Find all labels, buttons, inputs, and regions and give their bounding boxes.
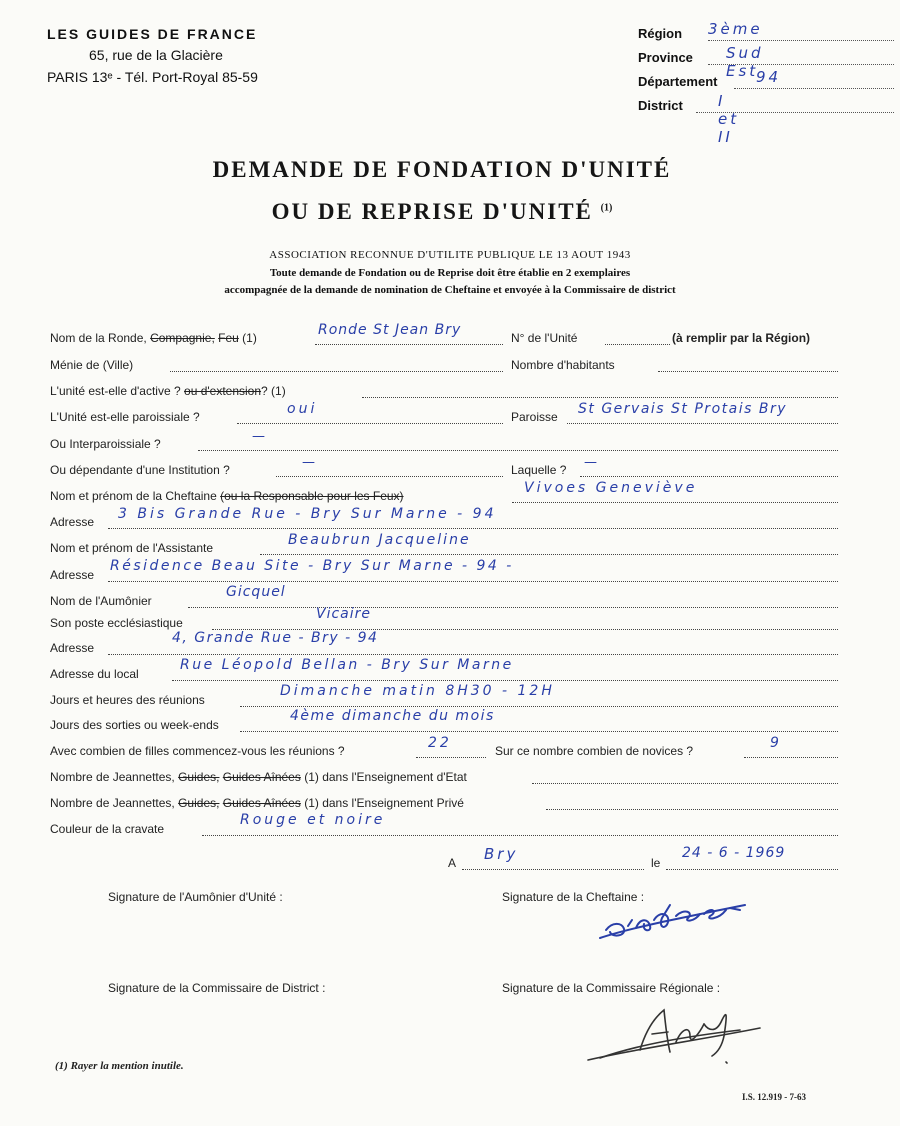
etat-label-guides: Guides, [178, 770, 220, 784]
cheftaine-label-feux: (ou la Responsable pour les Feux) [220, 489, 404, 503]
footnote: (1) Rayer la mention inutile. [55, 1060, 184, 1072]
aumonier-line [188, 607, 838, 608]
adresse-assistante-label: Adresse [50, 568, 95, 582]
menie-label: Ménie de (Ville) [50, 358, 134, 372]
active-label-note: ? (1) [261, 384, 286, 398]
novices-field[interactable]: 9 [770, 735, 782, 751]
departement-label: Département [638, 74, 718, 89]
menie-field[interactable] [170, 371, 503, 372]
paroisse-line [567, 423, 838, 424]
adresse-aumonier-line [108, 654, 838, 655]
district-label: District [638, 98, 683, 113]
sorties-label: Jours des sorties ou week-ends [50, 718, 219, 732]
form-reference: I.S. 12.919 - 7-63 [742, 1092, 807, 1102]
org-address-city: PARIS 13ᵉ - Tél. Port-Royal 85-59 [47, 69, 258, 85]
local-line [172, 680, 838, 681]
departement-line [734, 88, 894, 89]
cheftaine-label-a: Nom et prénom de la Cheftaine [50, 489, 217, 503]
jours-line [240, 706, 838, 707]
lieu-label: A [448, 856, 457, 870]
district-value[interactable]: I et II [718, 92, 740, 146]
lieu-line [462, 869, 644, 870]
adresse-aumonier-label: Adresse [50, 641, 95, 655]
prive-label [50, 796, 464, 810]
instructions-line-2: accompagnée de la demande de nomination de Cheftaine et envoyée à la Commissaire de district [224, 284, 676, 296]
jours-label: Jours et heures des réunions [50, 693, 205, 707]
filles-field[interactable]: 22 [428, 735, 452, 751]
cravate-field[interactable]: Rouge et noire [240, 812, 386, 828]
interparoissiale-field[interactable]: — [252, 429, 268, 444]
signature-regionale-mark [588, 1010, 760, 1063]
nom-ronde-label-note: (1) [242, 331, 257, 345]
poste-label: Son poste ecclésiastique [50, 616, 183, 630]
novices-label: Sur ce nombre combien de novices ? [495, 744, 694, 758]
cheftaine-label [50, 489, 404, 503]
laquelle-line [580, 476, 838, 477]
title-line-2 [0, 199, 892, 225]
signature-district-label: Signature de la Commissaire de District : [108, 981, 326, 995]
signature-regionale-label: Signature de la Commissaire Régionale : [502, 981, 721, 995]
assistante-field[interactable]: Beaubrun Jacqueline [288, 532, 471, 548]
adresse-cheftaine-field[interactable]: 3 Bis Grande Rue - Bry Sur Marne - 94 [118, 506, 497, 522]
association-line: ASSOCIATION RECONNUE D'UTILITE PUBLIQUE LE 13 AOUT 1943 [269, 249, 631, 261]
sorties-line [240, 731, 838, 732]
prive-label-guides: Guides, [178, 796, 220, 810]
paroisse-field[interactable]: St Gervais St Protais Bry [578, 401, 787, 417]
interparoissiale-label: Ou Interparoissiale ? [50, 437, 161, 451]
prive-label-d: (1) dans l'Enseignement Privé [304, 796, 464, 810]
nom-ronde-label-a: Nom de la Ronde, [50, 331, 147, 345]
nom-ronde-label [50, 331, 257, 345]
cravate-line [202, 835, 838, 836]
local-field[interactable]: Rue Léopold Bellan - Bry Sur Marne [180, 657, 514, 673]
filles-label: Avec combien de filles commencez-vous les réunions ? [50, 744, 345, 758]
date-field[interactable]: 24 - 6 - 1969 [682, 845, 786, 861]
prive-label-a: Nombre de Jeannettes, [50, 796, 175, 810]
poste-field[interactable]: Vicaire [316, 606, 372, 622]
habitants-label: Nombre d'habitants [511, 358, 615, 372]
organization-header [47, 26, 258, 85]
active-field[interactable] [362, 397, 838, 398]
lieu-field[interactable]: Bry [484, 845, 519, 863]
adresse-assistante-line [108, 581, 838, 582]
org-address-street: 65, rue de la Glacière [89, 47, 223, 63]
etat-label-d: (1) dans l'Enseignement d'Etat [304, 770, 467, 784]
numero-label: N° de l'Unité [511, 331, 578, 345]
title-line-1: DEMANDE DE FONDATION D'UNITÉ [212, 157, 672, 182]
date-line [666, 869, 838, 870]
title-note-mark: (1) [600, 202, 613, 214]
prive-field[interactable] [546, 809, 838, 810]
aumonier-label: Nom de l'Aumônier [50, 594, 152, 608]
interparoissiale-line [198, 450, 838, 451]
institution-line [276, 476, 503, 477]
local-label: Adresse du local [50, 667, 139, 681]
region-label: Région [638, 26, 683, 41]
cheftaine-field[interactable]: Vivoes Geneviève [524, 480, 698, 496]
org-name: LES GUIDES DE FRANCE [47, 26, 258, 42]
adresse-aumonier-field[interactable]: 4, Grande Rue - Bry - 94 [172, 630, 379, 646]
habitants-field[interactable] [658, 371, 838, 372]
nom-ronde-label-compagnie: Compagnie, [150, 331, 215, 345]
date-label: le [651, 856, 661, 870]
institution-field[interactable]: — [302, 455, 318, 470]
active-label-a: L'unité est-elle d'active ? [50, 384, 181, 398]
title-line-2-text: OU DE REPRISE D'UNITÉ [271, 199, 593, 224]
etat-label-a: Nombre de Jeannettes, [50, 770, 175, 784]
aumonier-field[interactable]: Gicquel [226, 584, 286, 600]
region-line [708, 40, 894, 41]
jours-field[interactable]: Dimanche matin 8H30 - 12H [280, 683, 555, 699]
numero-field[interactable] [605, 344, 670, 345]
nom-ronde-field[interactable]: Ronde St Jean Bry [318, 322, 462, 338]
laquelle-label: Laquelle ? [511, 463, 567, 477]
novices-line [744, 757, 838, 758]
instructions-line-1: Toute demande de Fondation ou de Reprise doit être établie en 2 exemplaires [269, 267, 631, 279]
prive-label-ainees: Guides Aînées [222, 796, 301, 810]
sorties-field[interactable]: 4ème dimanche du mois [290, 708, 495, 724]
departement-value[interactable]: 94 [756, 68, 782, 86]
adresse-assistante-field[interactable]: Résidence Beau Site - Bry Sur Marne - 94 - [110, 558, 514, 574]
paroisse-label: Paroisse [511, 410, 558, 424]
paroissiale-label: L'Unité est-elle paroissiale ? [50, 410, 200, 424]
adresse-cheftaine-line [108, 528, 838, 529]
signature-cheftaine-mark [600, 905, 745, 938]
active-label [50, 384, 286, 398]
signature-aumonier-label: Signature de l'Aumônier d'Unité : [108, 890, 283, 904]
paroissiale-line [237, 423, 503, 424]
laquelle-field[interactable]: — [584, 455, 600, 470]
active-label-extension: ou d'extension [184, 384, 262, 398]
assistante-label: Nom et prénom de l'Assistante [50, 541, 214, 555]
etat-label [50, 770, 467, 784]
etat-field[interactable] [532, 783, 838, 784]
nom-ronde-label-feu: Feu [218, 331, 239, 345]
cheftaine-line [512, 502, 838, 503]
assistante-line [260, 554, 838, 555]
filles-line [416, 757, 486, 758]
adresse-cheftaine-label: Adresse [50, 515, 95, 529]
province-label: Province [638, 50, 693, 65]
etat-label-ainees: Guides Aînées [222, 770, 301, 784]
cravate-label: Couleur de la cravate [50, 822, 165, 836]
paroissiale-field[interactable]: oui [287, 401, 318, 417]
region-value[interactable]: 3ème [708, 20, 763, 38]
institution-label: Ou dépendante d'une Institution ? [50, 463, 230, 477]
signature-cheftaine-label: Signature de la Cheftaine : [502, 890, 645, 904]
nom-ronde-line [315, 344, 503, 345]
numero-hint: (à remplir par la Région) [672, 331, 811, 345]
province-value[interactable]: Sud Est [726, 44, 764, 80]
